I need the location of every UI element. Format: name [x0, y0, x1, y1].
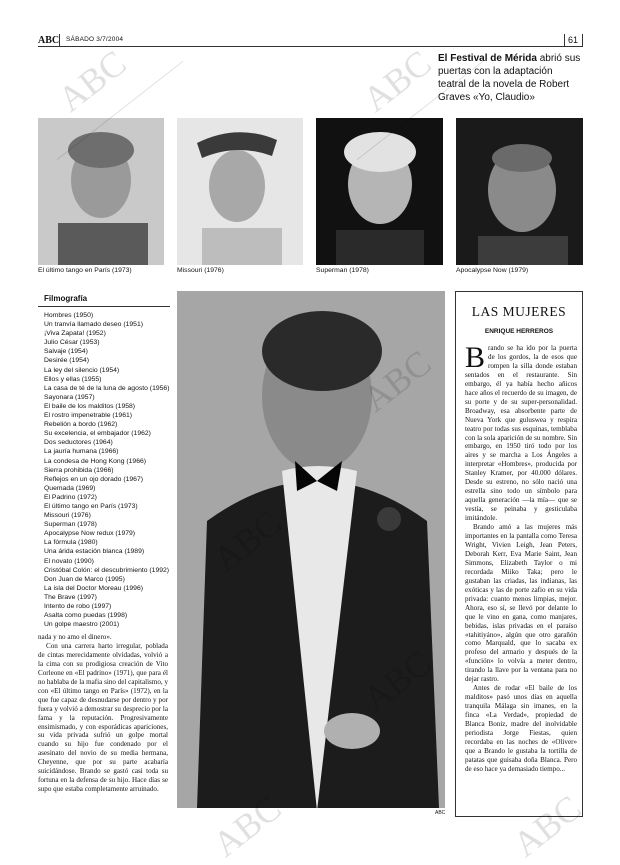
filmography-item: Salvaje (1954) — [44, 348, 88, 356]
sidebar-title: LAS MUJERES — [471, 304, 567, 319]
filmography-item: Apocalypse Now redux (1979) — [44, 530, 136, 538]
photo-caption: El último tango en París (1973) — [38, 267, 132, 274]
filmography-item: Su excelencia, el embajador (1962) — [44, 430, 151, 438]
filmography-item: Una árida estación blanca (1989) — [44, 548, 145, 556]
photo-godfather — [177, 291, 445, 808]
filmography-item: La ley del silencio (1954) — [44, 366, 120, 374]
page-number: 61 — [568, 35, 579, 45]
filmography-item: Don Juan de Marco (1995) — [44, 575, 125, 583]
dropcap: B — [465, 341, 486, 374]
filmography-item: Ellos y ellas (1955) — [44, 375, 102, 383]
header-date: SÁBADO 3/7/2004 — [66, 36, 124, 43]
promo-teaser[interactable] — [438, 52, 583, 104]
watermark: ABC — [205, 787, 289, 865]
filmography-item: Cristóbal Colón: el descubrimiento (1992) — [44, 566, 170, 574]
filmography-item: La jauría humana (1966) — [44, 448, 119, 456]
photo-apocalypse-now — [456, 118, 583, 265]
filmography-item: Dos seductores (1964) — [44, 439, 113, 447]
filmography-item: Missouri (1976) — [44, 512, 91, 520]
filmography-item: La isla del Doctor Moreau (1996) — [44, 584, 143, 592]
filmography-item: El baile de los malditos (1958) — [44, 402, 136, 410]
filmography-item: Sierra prohibida (1966) — [44, 466, 114, 474]
header-divider — [564, 34, 565, 46]
filmography-title: Filmografía — [44, 294, 88, 303]
filmography-item: The Brave (1997) — [44, 593, 97, 601]
watermark: ABC — [50, 42, 134, 120]
photo-credit: ABC — [435, 810, 446, 816]
header-divider — [59, 34, 60, 46]
filmography-item: Un tranvía llamado deseo (1951) — [44, 321, 143, 329]
filmography-item: Asalta como puedas (1998) — [44, 612, 128, 620]
photo-superman — [316, 118, 443, 265]
filmography-item: Sayonara (1957) — [44, 393, 95, 401]
filmography-item: El novato (1990) — [44, 557, 94, 565]
promo-text: abrió sus puertas con la adaptación teatral de la novela de Robert Graves «Yo, Claudio» — [438, 53, 581, 103]
filmography-item: Un golpe maestro (2001) — [44, 621, 120, 629]
sidebar-paragraph: rando se ha ido por la puerta de los gordos, la de esos que rompen la silla donde estaban sentados en el restaurante. Sin embargo, él ya había hecho añicos hace años el recuerdo de su imagen, de su porte y de su super-personalidad. Broadway, esa absorbente parte de Nueva York que guluswea y respira teatro por todas sus esquinas, temblaba con la sola aparición de su nombre. Sin embargo, en 1950 tiró todo por los aires y se marcha a Los Ángeles a interpretar «Hombres», producida por Stanley Kramer, por 40.000 dólares. Desde su estreno, no sólo nació una estrella sino todo un símbolo para aquella generación —la mía— que se vestía, se peinaba y gesticulaba imitándole. — [465, 344, 577, 523]
promo-highlight: El Festival de Mérida — [438, 53, 537, 64]
filmography-item: El Padrino (1972) — [44, 493, 97, 501]
filmography-item: Rebelión a bordo (1962) — [44, 421, 118, 429]
watermark: ABC — [505, 787, 589, 865]
sidebar-text — [465, 341, 577, 774]
filmography-item: El rostro impenetrable (1961) — [44, 412, 133, 420]
filmography-item: Reflejos en un ojo dorado (1967) — [44, 475, 143, 483]
article-paragraph: nada y no amo el dinero». — [38, 633, 112, 641]
sidebar-paragraph: Antes de rodar «El baile de los malditos» pasó unos días en aquella tranquila Málaga sin imanes, en la finca «La Verdad», propiedad de Blanca Boniz, madre del inolvidable periodista Jorge Fiestas, quien recordaba en las noches de «Oliver» que a Brando le gustaba la tortilla de patatas que guisaba doña Blanca. Pero de eso hace ya demasiado tiempo... — [465, 684, 577, 773]
filmography-item: Desirée (1954) — [44, 357, 89, 365]
filmography-item: Superman (1978) — [44, 521, 97, 529]
newspaper-logo: ABC — [38, 35, 60, 46]
header-divider — [582, 34, 583, 46]
sidebar-paragraph: Brando amó a las mujeres más importantes en la pantalla como Teresa Wright, Vivien Leigh, Jean Peters, Deborah Kerr, Eva Marie Saint, Jean Simmons, Elizabeth Taylor o mi recordada Miiko Taka; pero le gustaban las criadas, las indianas, las exóticas y las de porte zafio en su vida privada: cuanto menos limpias, mejor. Ahora, eso sí, se llevó por delante lo que le vino en gana, como manjares, bebidas, islas privadas en el paraíso «tahitiyáno», algún que otro garañón como Marquald, que lo sacaba ex profeso del armario y después de la «función» lo volvía a meter dentro, tirando la llave por la ventana para no dejar rastro. — [465, 523, 577, 684]
article-paragraph: Con una carrera harto irregular, poblada de cintas merecidamente olvidadas, volvió a la cima con su prodigiosa creación de Vito Corleone en «El padrino» (1971), que para él no hablaba de la mafia sino del capitalismo, y con «El último tango en París» (1972), en la que fue capaz de desnudarse por dentro y por fuera y volvió a demostrar su desprecio por la fama y la reputación. Progresivamente ensimismado, y con esporádicas apariciones, su vida privada sufrió un golpe mortal cuando su hijo fue condenado por el asesinato del novio de su media hermana, Cheyenne, que por su parte acabaría suicidándose. Brando se gastó casi toda su fortuna en la defensa de su hijo. Hace días se supo que estaba completamente arruinado. — [38, 641, 169, 794]
filmography-item: La fórmula (1980) — [44, 539, 98, 547]
filmography-item: El último tango en París (1973) — [44, 502, 138, 510]
filmography-rule — [38, 306, 170, 307]
header-rule — [38, 46, 583, 47]
filmography-item: Intento de robo (1997) — [44, 603, 112, 610]
photo-caption: Superman (1978) — [316, 267, 369, 274]
filmography-item: La casa de té de la luna de agosto (1956) — [44, 384, 170, 392]
article-body — [38, 633, 168, 794]
filmography-item: ¡Viva Zapata! (1952) — [44, 330, 106, 338]
photo-last-tango — [38, 118, 164, 265]
filmography-item: Julio César (1953) — [44, 339, 100, 347]
watermark: ABC — [355, 42, 439, 120]
filmography-item: La condesa de Hong Kong (1966) — [44, 457, 147, 465]
photo-caption: Apocalypse Now (1979) — [456, 267, 529, 274]
filmography-item: Quemada (1969) — [44, 484, 96, 492]
filmography-list — [44, 311, 176, 629]
filmography-item: Hombres (1950) — [44, 312, 94, 319]
sidebar-author: ENRIQUE HERREROS — [484, 328, 554, 335]
photo-caption: Missouri (1976) — [177, 267, 224, 274]
photo-missouri — [177, 118, 303, 265]
